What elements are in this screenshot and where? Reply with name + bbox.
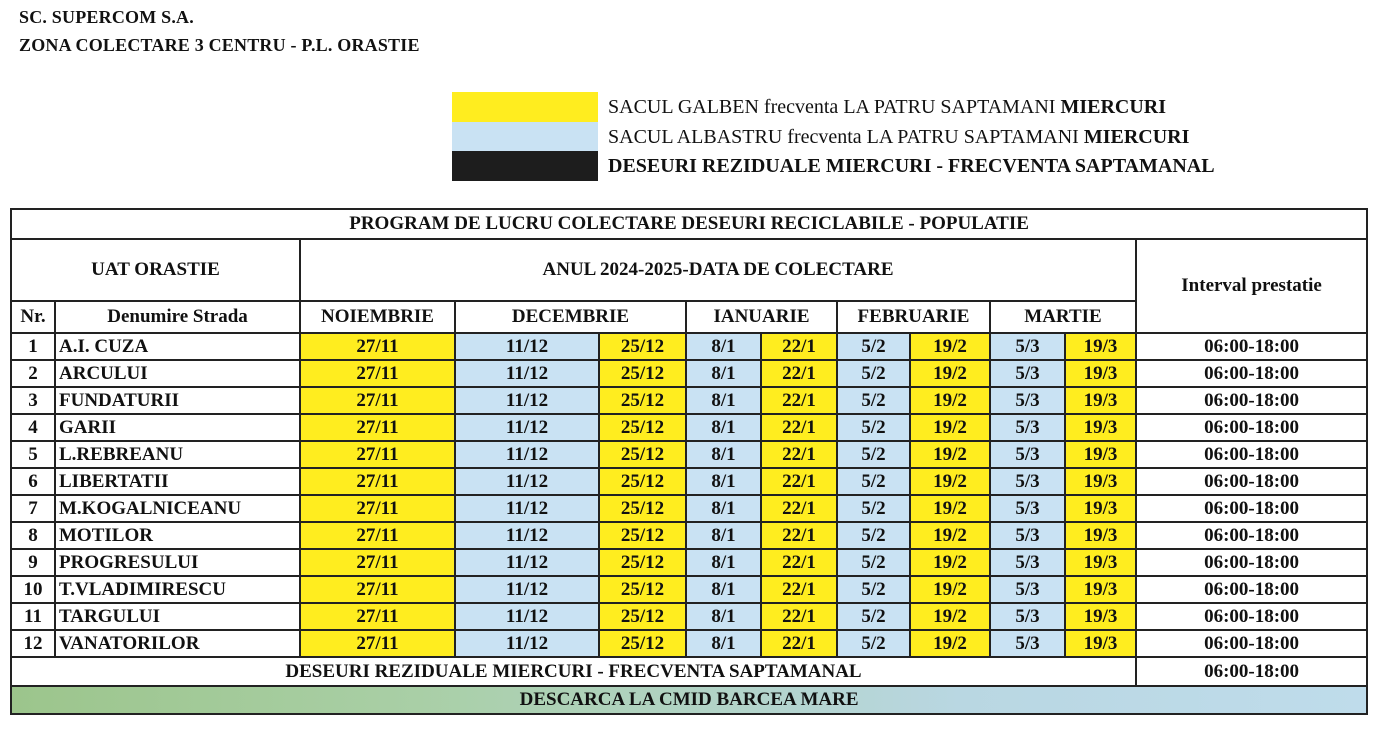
collection-date: 25/12 xyxy=(599,414,686,441)
collection-date: 5/2 xyxy=(837,414,910,441)
collection-date: 25/12 xyxy=(599,495,686,522)
interval-cell: 06:00-18:00 xyxy=(1136,360,1367,387)
collection-date: 11/12 xyxy=(455,387,599,414)
collection-date: 27/11 xyxy=(300,414,455,441)
month-header: FEBRUARIE xyxy=(837,301,990,333)
interval-cell: 06:00-18:00 xyxy=(1136,522,1367,549)
collection-date: 8/1 xyxy=(686,522,761,549)
collection-date: 8/1 xyxy=(686,603,761,630)
collection-date: 11/12 xyxy=(455,495,599,522)
interval-cell: 06:00-18:00 xyxy=(1136,333,1367,360)
street-name: PROGRESULUI xyxy=(55,549,300,576)
table-row xyxy=(11,333,1367,360)
collection-date: 22/1 xyxy=(761,387,837,414)
collection-date: 5/3 xyxy=(990,468,1065,495)
collection-date: 25/12 xyxy=(599,333,686,360)
legend-swatch xyxy=(452,92,598,122)
collection-date: 8/1 xyxy=(686,576,761,603)
collection-date: 5/2 xyxy=(837,360,910,387)
interval-header: Interval prestatie xyxy=(1136,239,1367,333)
row-number: 9 xyxy=(11,549,55,576)
collection-date: 5/3 xyxy=(990,522,1065,549)
collection-date: 22/1 xyxy=(761,414,837,441)
table-row xyxy=(11,603,1367,630)
collection-date: 8/1 xyxy=(686,441,761,468)
collection-date: 5/3 xyxy=(990,414,1065,441)
legend-swatch xyxy=(452,122,598,152)
row-number: 4 xyxy=(11,414,55,441)
collection-date: 27/11 xyxy=(300,630,455,657)
collection-date: 11/12 xyxy=(455,441,599,468)
collection-date: 5/2 xyxy=(837,549,910,576)
row-number: 12 xyxy=(11,630,55,657)
collection-date: 22/1 xyxy=(761,576,837,603)
collection-date: 11/12 xyxy=(455,576,599,603)
collection-date: 8/1 xyxy=(686,495,761,522)
row-number: 2 xyxy=(11,360,55,387)
interval-cell: 06:00-18:00 xyxy=(1136,441,1367,468)
street-name: T.VLADIMIRESCU xyxy=(55,576,300,603)
collection-date: 5/3 xyxy=(990,630,1065,657)
month-header: DECEMBRIE xyxy=(455,301,686,333)
schedule-table xyxy=(10,208,1368,715)
collection-date: 22/1 xyxy=(761,441,837,468)
collection-date: 22/1 xyxy=(761,360,837,387)
street-name: L.REBREANU xyxy=(55,441,300,468)
row-number: 3 xyxy=(11,387,55,414)
collection-date: 11/12 xyxy=(455,522,599,549)
table-row xyxy=(11,387,1367,414)
collection-date: 11/12 xyxy=(455,360,599,387)
collection-date: 27/11 xyxy=(300,441,455,468)
legend-text xyxy=(608,126,1189,149)
collection-date: 8/1 xyxy=(686,468,761,495)
collection-date: 19/3 xyxy=(1065,549,1136,576)
collection-date: 19/2 xyxy=(910,630,990,657)
collection-date: 19/2 xyxy=(910,360,990,387)
nr-header: Nr. xyxy=(11,301,55,333)
collection-date: 19/3 xyxy=(1065,522,1136,549)
collection-date: 27/11 xyxy=(300,333,455,360)
year-header: ANUL 2024-2025-DATA DE COLECTARE xyxy=(300,239,1136,301)
collection-date: 19/2 xyxy=(910,576,990,603)
collection-date: 8/1 xyxy=(686,549,761,576)
interval-cell: 06:00-18:00 xyxy=(1136,414,1367,441)
collection-date: 19/3 xyxy=(1065,495,1136,522)
table-row xyxy=(11,522,1367,549)
collection-date: 25/12 xyxy=(599,468,686,495)
collection-date: 27/11 xyxy=(300,387,455,414)
collection-date: 19/2 xyxy=(910,414,990,441)
street-name: ARCULUI xyxy=(55,360,300,387)
collection-date: 19/3 xyxy=(1065,441,1136,468)
street-name: TARGULUI xyxy=(55,603,300,630)
collection-date: 5/2 xyxy=(837,468,910,495)
collection-date: 25/12 xyxy=(599,360,686,387)
footer-row xyxy=(11,657,1367,686)
collection-date: 19/2 xyxy=(910,522,990,549)
month-header: IANUARIE xyxy=(686,301,837,333)
legend-text xyxy=(608,96,1166,119)
collection-date: 19/3 xyxy=(1065,387,1136,414)
bottom-text: DESCARCA LA CMID BARCEA MARE xyxy=(11,686,1367,714)
collection-date: 27/11 xyxy=(300,522,455,549)
collection-date: 19/2 xyxy=(910,495,990,522)
legend-text-normal: SACUL GALBEN frecventa LA PATRU SAPTAMANI xyxy=(608,96,1061,118)
collection-date: 19/2 xyxy=(910,468,990,495)
interval-cell: 06:00-18:00 xyxy=(1136,387,1367,414)
bottom-row xyxy=(11,686,1367,714)
table-row xyxy=(11,495,1367,522)
footer-interval: 06:00-18:00 xyxy=(1136,657,1367,686)
collection-date: 5/3 xyxy=(990,549,1065,576)
month-header: MARTIE xyxy=(990,301,1136,333)
collection-date: 8/1 xyxy=(686,630,761,657)
street-name: VANATORILOR xyxy=(55,630,300,657)
collection-date: 27/11 xyxy=(300,603,455,630)
collection-date: 19/2 xyxy=(910,333,990,360)
collection-date: 5/3 xyxy=(990,387,1065,414)
collection-date: 25/12 xyxy=(599,387,686,414)
table-title: PROGRAM DE LUCRU COLECTARE DESEURI RECICLABILE - POPULATIE xyxy=(11,209,1367,239)
collection-date: 27/11 xyxy=(300,468,455,495)
interval-cell: 06:00-18:00 xyxy=(1136,468,1367,495)
street-name: LIBERTATII xyxy=(55,468,300,495)
collection-date: 22/1 xyxy=(761,495,837,522)
collection-date: 19/2 xyxy=(910,441,990,468)
collection-date: 25/12 xyxy=(599,576,686,603)
collection-date: 5/3 xyxy=(990,576,1065,603)
collection-date: 22/1 xyxy=(761,522,837,549)
legend-text xyxy=(608,155,1215,178)
table-row xyxy=(11,576,1367,603)
street-name: M.KOGALNICEANU xyxy=(55,495,300,522)
collection-date: 19/2 xyxy=(910,603,990,630)
row-number: 10 xyxy=(11,576,55,603)
street-name: FUNDATURII xyxy=(55,387,300,414)
collection-date: 5/2 xyxy=(837,522,910,549)
collection-date: 5/3 xyxy=(990,333,1065,360)
table-row xyxy=(11,441,1367,468)
collection-date: 27/11 xyxy=(300,495,455,522)
collection-date: 5/3 xyxy=(990,495,1065,522)
collection-date: 5/2 xyxy=(837,495,910,522)
row-number: 8 xyxy=(11,522,55,549)
collection-date: 5/2 xyxy=(837,333,910,360)
collection-date: 8/1 xyxy=(686,387,761,414)
company-name: SC. SUPERCOM S.A. xyxy=(19,7,194,27)
collection-date: 11/12 xyxy=(455,468,599,495)
interval-cell: 06:00-18:00 xyxy=(1136,576,1367,603)
collection-date: 27/11 xyxy=(300,360,455,387)
interval-cell: 06:00-18:00 xyxy=(1136,495,1367,522)
collection-date: 25/12 xyxy=(599,441,686,468)
collection-date: 25/12 xyxy=(599,522,686,549)
collection-date: 5/3 xyxy=(990,603,1065,630)
collection-date: 25/12 xyxy=(599,603,686,630)
collection-date: 19/3 xyxy=(1065,603,1136,630)
street-name: MOTILOR xyxy=(55,522,300,549)
row-number: 11 xyxy=(11,603,55,630)
collection-date: 5/3 xyxy=(990,441,1065,468)
street-name: GARII xyxy=(55,414,300,441)
collection-date: 8/1 xyxy=(686,414,761,441)
row-number: 6 xyxy=(11,468,55,495)
collection-date: 5/2 xyxy=(837,630,910,657)
collection-date: 11/12 xyxy=(455,333,599,360)
collection-date: 22/1 xyxy=(761,549,837,576)
legend-text-bold: MIERCURI xyxy=(1083,126,1190,148)
table-row xyxy=(11,549,1367,576)
table-row xyxy=(11,630,1367,657)
uat-header: UAT ORASTIE xyxy=(11,239,300,301)
collection-date: 5/2 xyxy=(837,603,910,630)
collection-date: 5/3 xyxy=(990,360,1065,387)
collection-date: 25/12 xyxy=(599,549,686,576)
collection-date: 22/1 xyxy=(761,603,837,630)
legend-swatch xyxy=(452,151,598,181)
collection-date: 19/2 xyxy=(910,549,990,576)
collection-date: 11/12 xyxy=(455,549,599,576)
collection-date: 19/3 xyxy=(1065,333,1136,360)
street-header: Denumire Strada xyxy=(55,301,300,333)
legend-text-bold: MIERCURI xyxy=(1060,96,1167,118)
collection-date: 19/3 xyxy=(1065,414,1136,441)
collection-date: 27/11 xyxy=(300,549,455,576)
collection-date: 19/2 xyxy=(910,387,990,414)
collection-date: 19/3 xyxy=(1065,360,1136,387)
row-number: 7 xyxy=(11,495,55,522)
collection-date: 27/11 xyxy=(300,576,455,603)
interval-cell: 06:00-18:00 xyxy=(1136,630,1367,657)
row-number: 1 xyxy=(11,333,55,360)
legend-text-bold: DESEURI REZIDUALE MIERCURI - FRECVENTA SAPTAMANAL xyxy=(608,155,1215,177)
collection-date: 11/12 xyxy=(455,603,599,630)
zone-title: ZONA COLECTARE 3 CENTRU - P.L. ORASTIE xyxy=(19,35,420,55)
collection-date: 25/12 xyxy=(599,630,686,657)
collection-date: 22/1 xyxy=(761,333,837,360)
collection-date: 19/3 xyxy=(1065,576,1136,603)
interval-cell: 06:00-18:00 xyxy=(1136,549,1367,576)
collection-date: 8/1 xyxy=(686,360,761,387)
interval-cell: 06:00-18:00 xyxy=(1136,603,1367,630)
collection-date: 22/1 xyxy=(761,630,837,657)
collection-date: 19/3 xyxy=(1065,630,1136,657)
collection-date: 5/2 xyxy=(837,441,910,468)
collection-date: 5/2 xyxy=(837,387,910,414)
month-header: NOIEMBRIE xyxy=(300,301,455,333)
footer-text: DESEURI REZIDUALE MIERCURI - FRECVENTA SAPTAMANAL xyxy=(11,657,1136,686)
collection-date: 5/2 xyxy=(837,576,910,603)
collection-date: 8/1 xyxy=(686,333,761,360)
collection-date: 11/12 xyxy=(455,630,599,657)
table-row xyxy=(11,360,1367,387)
collection-date: 11/12 xyxy=(455,414,599,441)
table-row xyxy=(11,468,1367,495)
street-name: A.I. CUZA xyxy=(55,333,300,360)
table-row xyxy=(11,414,1367,441)
collection-date: 22/1 xyxy=(761,468,837,495)
collection-date: 19/3 xyxy=(1065,468,1136,495)
legend-text-normal: SACUL ALBASTRU frecventa LA PATRU SAPTAMANI xyxy=(608,126,1084,148)
row-number: 5 xyxy=(11,441,55,468)
